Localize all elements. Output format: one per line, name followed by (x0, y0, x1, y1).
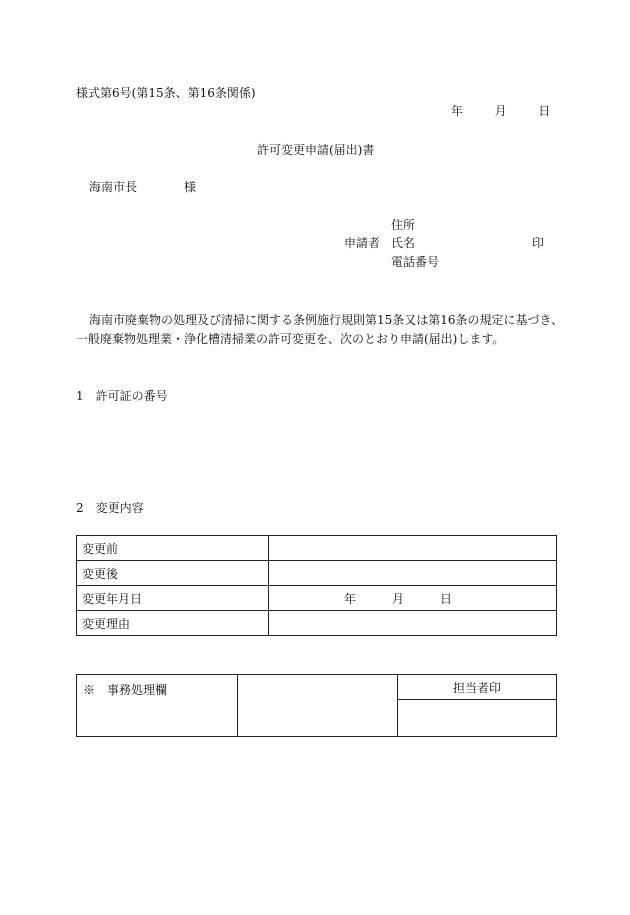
section-1-heading: 1 許可証の番号 (76, 389, 168, 403)
honorific: 様 (184, 180, 197, 194)
change-date-year: 年 (344, 591, 357, 606)
table-row (77, 536, 557, 561)
table-row (77, 561, 557, 586)
staff-seal-label: 担当者印 (398, 675, 557, 700)
row-label: 変更後 (77, 561, 269, 586)
seal-mark: 印 (532, 236, 545, 250)
addressee: 海南市長 (89, 180, 138, 194)
section-2-heading: 2 変更内容 (76, 501, 144, 515)
office-use-table (76, 674, 557, 737)
change-date-cell[interactable] (269, 586, 557, 611)
change-details-table (76, 535, 557, 636)
row-value-cell[interactable] (269, 561, 557, 586)
office-use-label: ※ 事務処理欄 (77, 675, 238, 737)
row-label: 変更年月日 (77, 586, 269, 611)
body-line-2: 一般廃棄物処理業・浄化槽清掃業の許可変更を、次のとおり申請(届出)します。 (76, 332, 505, 346)
row-value-cell[interactable] (269, 611, 557, 636)
phone-label: 電話番号 (391, 255, 440, 269)
date-line (451, 104, 550, 118)
change-date-month: 月 (392, 591, 405, 606)
staff-seal-cell[interactable] (398, 700, 557, 737)
date-month: 月 (494, 104, 507, 118)
document-title: 許可変更申請(届出)書 (257, 143, 375, 157)
name-label: 氏名 (391, 236, 416, 250)
body-line-1: 海南市廃棄物の処理及び清掃に関する条例施行規則第15条又は第16条の規定に基づき、 (89, 313, 564, 327)
table-row (77, 675, 557, 700)
address-label: 住所 (391, 218, 416, 232)
date-day: 日 (538, 104, 551, 118)
row-label: 変更理由 (77, 611, 269, 636)
date-year: 年 (451, 104, 464, 118)
form-number: 様式第6号(第15条、第16条関係) (76, 86, 256, 100)
row-label: 変更前 (77, 536, 269, 561)
table-row (77, 586, 557, 611)
change-date-day: 日 (440, 591, 453, 606)
office-use-blank-cell[interactable] (238, 675, 398, 737)
applicant-label: 申請者 (344, 236, 381, 250)
row-value-cell[interactable] (269, 536, 557, 561)
table-row (77, 611, 557, 636)
